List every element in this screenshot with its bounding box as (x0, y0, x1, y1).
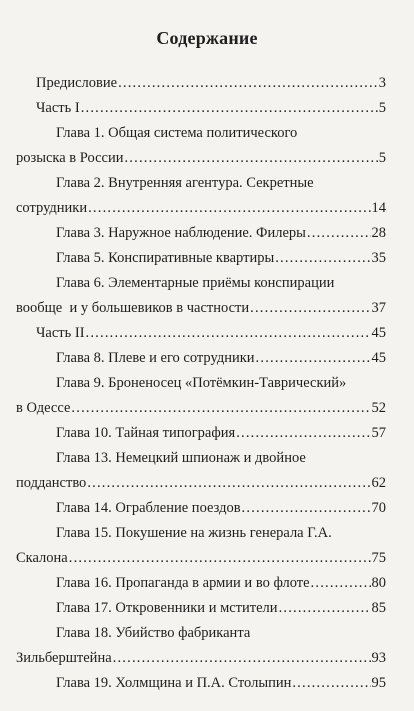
toc-entry-chapter-18 (16, 648, 386, 668)
toc-entry-chapter-9-line1: Глава 9. Броненосец «Потёмкин-Таврический» (56, 375, 347, 391)
toc-page-number: 70 (371, 500, 386, 516)
toc-entry-chapter-19 (56, 673, 386, 693)
toc-entry-chapter-18-line1: Глава 18. Убийство фабриканта (56, 625, 251, 641)
leader-dots (242, 498, 371, 518)
toc-entry-label: Часть II (36, 325, 85, 341)
toc-entry-chapter-6-line1: Глава 6. Элементарные приёмы конспирации (56, 275, 335, 291)
leader-dots (69, 548, 371, 568)
toc-entry-label: Скалона (16, 550, 68, 566)
toc-page-number: 5 (378, 100, 386, 116)
toc-entry-label: вообще и у большевиков в частности (16, 300, 250, 316)
toc-entry-label: подданство (16, 475, 87, 491)
toc-entry-chapter-2-line1: Глава 2. Внутренняя агентура. Секретные (56, 175, 314, 191)
toc-page-number: 37 (371, 300, 386, 316)
toc-entry-label: Глава 16. Пропаганда в армии и во флоте (56, 575, 310, 591)
toc-page-number: 35 (371, 250, 386, 266)
toc-entry-part-1 (36, 98, 386, 118)
leader-dots (307, 223, 371, 243)
toc-page-number: 3 (378, 75, 386, 91)
toc-entry-chapter-14 (56, 498, 386, 518)
toc-entry-label: Глава 14. Ограбление поездов (56, 500, 241, 516)
leader-dots (256, 348, 371, 368)
leader-dots (88, 198, 370, 218)
toc-entry-chapter-2 (16, 198, 386, 218)
toc-page-number: 14 (371, 200, 386, 216)
leader-dots (86, 323, 371, 343)
leader-dots (118, 73, 378, 93)
leader-dots (275, 248, 370, 268)
leader-dots (292, 673, 370, 693)
toc-page-number: 28 (371, 225, 386, 241)
toc-entry-label: Глава 10. Тайная типография (56, 425, 236, 441)
leader-dots (71, 398, 370, 418)
toc-entry-chapter-13-line1: Глава 13. Немецкий шпионаж и двойное (56, 450, 306, 466)
toc-page-number: 45 (371, 350, 386, 366)
leader-dots (113, 648, 371, 668)
toc-entry-label: Глава 19. Холмщина и П.А. Столыпин (56, 675, 292, 691)
toc-entry-chapter-16 (56, 573, 386, 593)
toc-page-number: 95 (371, 675, 386, 691)
toc-entry-label: в Одессе (16, 400, 71, 416)
toc-entry-preface (36, 73, 386, 93)
toc-page-number: 52 (371, 400, 386, 416)
toc-entry-label: сотрудники (16, 200, 88, 216)
toc-page-number: 93 (371, 650, 386, 666)
toc-page-number: 45 (371, 325, 386, 341)
page-title: Содержание (156, 28, 258, 48)
leader-dots (81, 98, 378, 118)
toc-entry-label: розыска в России (16, 150, 124, 166)
leader-dots (124, 148, 377, 168)
toc-entry-label: Зильберштейна (16, 650, 112, 666)
toc-entry-chapter-6 (16, 298, 386, 318)
toc-entry-chapter-1 (16, 148, 386, 168)
toc-entry-chapter-15-line1: Глава 15. Покушение на жизнь генерала Г.А. (56, 525, 332, 541)
toc-page-number: 80 (371, 575, 386, 591)
toc-entry-chapter-10 (56, 423, 386, 443)
toc-entry-label: Глава 5. Конспиративные квартиры (56, 250, 275, 266)
toc-entry-chapter-17 (56, 598, 386, 618)
toc-entry-label: Глава 3. Наружное наблюдение. Филеры (56, 225, 306, 241)
toc-entry-chapter-9 (16, 398, 386, 418)
leader-dots (236, 423, 370, 443)
toc-entry-label: Глава 8. Плеве и его сотрудники (56, 350, 255, 366)
toc-entry-chapter-5 (56, 248, 386, 268)
toc-entry-chapter-15 (16, 548, 386, 568)
toc-page-number: 62 (371, 475, 386, 491)
toc-entry-label: Глава 17. Откровенники и мстители (56, 600, 278, 616)
toc-entry-label: Предисловие (36, 75, 118, 91)
toc-page-number: 57 (371, 425, 386, 441)
leader-dots (311, 573, 371, 593)
toc-entry-label: Часть I (36, 100, 80, 116)
toc-entry-chapter-3 (56, 223, 386, 243)
leader-dots (250, 298, 370, 318)
toc-page-number: 5 (378, 150, 386, 166)
toc-page-number: 75 (371, 550, 386, 566)
toc-page-number: 85 (371, 600, 386, 616)
toc-entry-chapter-1-line1: Глава 1. Общая система политического (56, 125, 298, 141)
toc-entry-part-2 (36, 323, 386, 343)
leader-dots (87, 473, 370, 493)
leader-dots (279, 598, 371, 618)
toc-entry-chapter-13 (16, 473, 386, 493)
toc-entry-chapter-8 (56, 348, 386, 368)
